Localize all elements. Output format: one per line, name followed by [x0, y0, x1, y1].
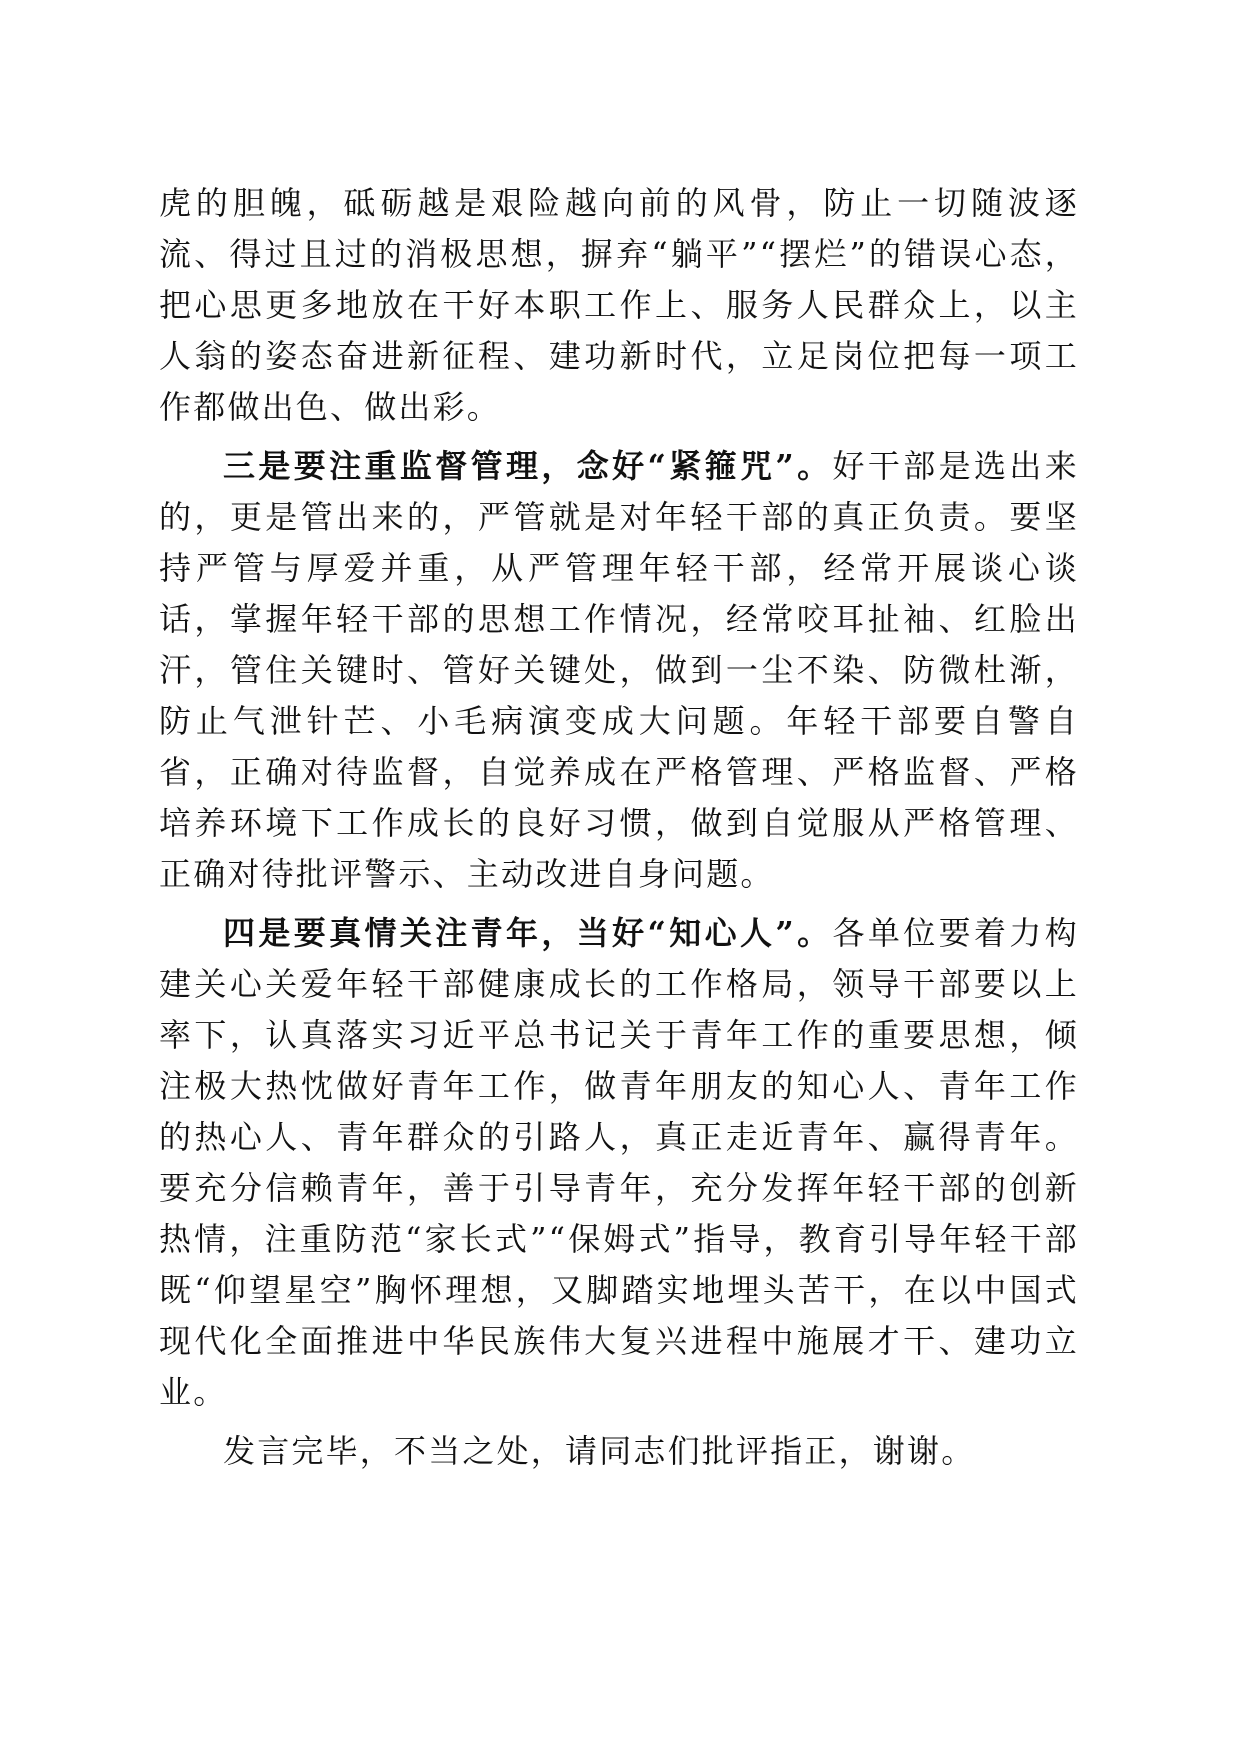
paragraph-text: 虎的胆魄，砥砺越是艰险越向前的风骨，防止一切随波逐流、得过且过的消极思想，摒弃“躺平”“摆烂”的错误心态，把心思更多地放在干好本职工作上、服务人民群众上，以主人翁的姿态奋进新征程、建功新时代，立足岗位把每一项工作都做出色、做出彩。	[159, 184, 1079, 426]
paragraph-supervision	[159, 441, 1079, 900]
paragraph-youth-care	[159, 908, 1079, 1418]
paragraph-text: 发言完毕，不当之处，请同志们批评指正，谢谢。	[223, 1432, 976, 1470]
paragraph-continuation	[159, 178, 1079, 433]
paragraph-text: 好干部是选出来的，更是管出来的，严管就是对年轻干部的真正负责。要坚持严管与厚爱并重，从严管理年轻干部，经常开展谈心谈话，掌握年轻干部的思想工作情况，经常咬耳扯袖、红脸出汗，管住关键时、管好关键处，做到一尘不染、防微杜渐，防止气泄针芒、小毛病演变成大问题。年轻干部要自警自省，正确对待监督，自觉养成在严格管理、严格监督、严格培养环境下工作成长的良好习惯，做到自觉服从严格管理、正确对待批评警示、主动改进自身问题。	[159, 447, 1079, 893]
paragraph-text: 各单位要着力构建关心关爱年轻干部健康成长的工作格局，领导干部要以上率下，认真落实习近平总书记关于青年工作的重要思想，倾注极大热忱做好青年工作，做青年朋友的知心人、青年工作的热心人、青年群众的引路人，真正走近青年、赢得青年。要充分信赖青年，善于引导青年，充分发挥年轻干部的创新热情，注重防范“家长式”“保姆式”指导，教育引导年轻干部既“仰望星空”胸怀理想，又脚踏实地埋头苦干，在以中国式现代化全面推进中华民族伟大复兴进程中施展才干、建功立业。	[159, 914, 1079, 1411]
paragraph-closing	[159, 1426, 1079, 1477]
document-body	[159, 178, 1079, 1485]
paragraph-lead-heading: 三是要注重监督管理，念好“紧箍咒”。	[223, 447, 833, 485]
paragraph-lead-heading: 四是要真情关注青年，当好“知心人”。	[223, 914, 833, 952]
